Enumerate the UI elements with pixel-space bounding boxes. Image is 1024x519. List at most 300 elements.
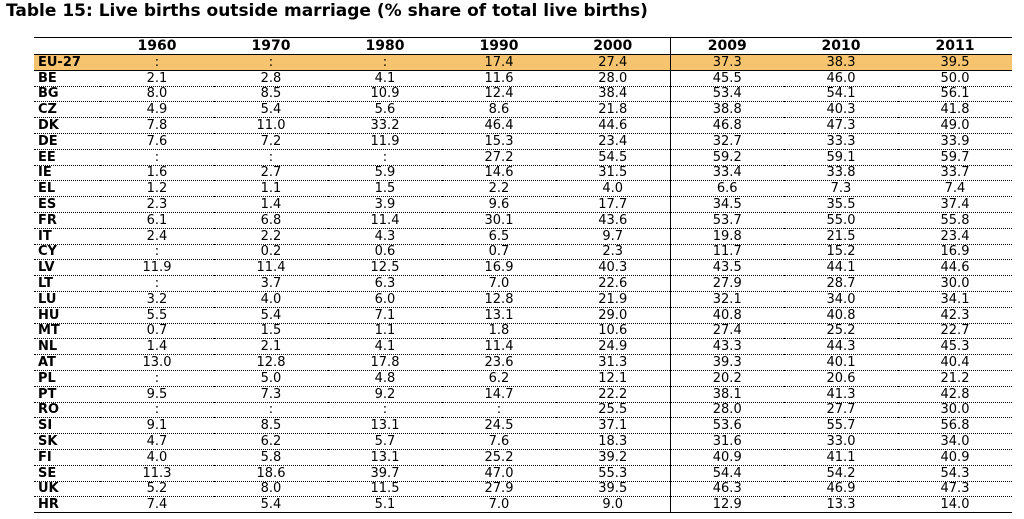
table-cell: : (214, 55, 328, 71)
table-cell: 53.7 (670, 212, 784, 228)
table-cell: 45.5 (670, 70, 784, 86)
table-cell: 9.2 (328, 386, 442, 402)
table-cell: 2.1 (214, 339, 328, 355)
table-cell: 46.0 (784, 70, 898, 86)
table-cell: 6.6 (670, 181, 784, 197)
row-label: LT (34, 276, 100, 292)
row-label: IE (34, 165, 100, 181)
table-cell: 31.6 (670, 434, 784, 450)
table-cell: 41.3 (784, 386, 898, 402)
table-cell: 40.3 (784, 102, 898, 118)
table-cell: 13.1 (442, 307, 556, 323)
row-label: CY (34, 244, 100, 260)
table-cell: 55.0 (784, 212, 898, 228)
table-row (34, 402, 1012, 418)
table-cell: 19.8 (670, 228, 784, 244)
table-cell: 18.3 (556, 434, 670, 450)
table-cell: 54.5 (556, 149, 670, 165)
table-cell: 5.8 (214, 449, 328, 465)
table-cell: 17.8 (328, 355, 442, 371)
table-cell: 31.5 (556, 165, 670, 181)
table-cell: 2.4 (100, 228, 214, 244)
table-cell: 7.3 (784, 181, 898, 197)
table-cell: 30.0 (898, 276, 1012, 292)
row-label: ES (34, 197, 100, 213)
row-label: SI (34, 418, 100, 434)
table-cell: 4.0 (556, 181, 670, 197)
table-cell: 55.7 (784, 418, 898, 434)
table-cell: 53.4 (670, 86, 784, 102)
table-cell: 56.1 (898, 86, 1012, 102)
table-cell: 13.0 (100, 355, 214, 371)
column-header: 1980 (328, 38, 442, 55)
table-cell: 41.1 (784, 449, 898, 465)
row-label: CZ (34, 102, 100, 118)
table-cell: 43.3 (670, 339, 784, 355)
row-label: FR (34, 212, 100, 228)
table-cell: 7.8 (100, 118, 214, 134)
table-cell: 40.8 (784, 307, 898, 323)
row-label: EE (34, 149, 100, 165)
table-cell: 29.0 (556, 307, 670, 323)
table-cell: 6.1 (100, 212, 214, 228)
table-cell: 5.9 (328, 165, 442, 181)
table-row (34, 276, 1012, 292)
table-cell: 39.5 (556, 481, 670, 497)
table-cell: 7.4 (100, 497, 214, 513)
column-header: 1960 (100, 38, 214, 55)
table-cell: 59.1 (784, 149, 898, 165)
table-cell: 54.4 (670, 465, 784, 481)
table-cell: 5.4 (214, 307, 328, 323)
table-cell: : (328, 149, 442, 165)
table-cell: 6.2 (214, 434, 328, 450)
table-cell: 2.2 (442, 181, 556, 197)
row-label: LV (34, 260, 100, 276)
row-label: LU (34, 291, 100, 307)
live-births-table (34, 37, 1012, 513)
table-cell: 27.2 (442, 149, 556, 165)
table-cell: 20.2 (670, 370, 784, 386)
table-cell: 6.0 (328, 291, 442, 307)
table-cell: 28.0 (670, 402, 784, 418)
row-label: EU-27 (34, 55, 100, 71)
table-row (34, 228, 1012, 244)
table-cell: 6.5 (442, 228, 556, 244)
table-cell: : (328, 402, 442, 418)
table-row (34, 212, 1012, 228)
table-cell: 21.5 (784, 228, 898, 244)
table-cell: 11.7 (670, 244, 784, 260)
table-cell: 7.1 (328, 307, 442, 323)
table-cell: 7.6 (442, 434, 556, 450)
row-label: HU (34, 307, 100, 323)
table-row (34, 165, 1012, 181)
table-cell: 46.3 (670, 481, 784, 497)
table-cell: 6.2 (442, 370, 556, 386)
table-row (34, 118, 1012, 134)
table-row (34, 418, 1012, 434)
table-cell: 14.0 (898, 497, 1012, 513)
table-cell: 9.7 (556, 228, 670, 244)
table-cell: 55.8 (898, 212, 1012, 228)
table-row (34, 434, 1012, 450)
table-cell: 14.7 (442, 386, 556, 402)
table-cell: 44.3 (784, 339, 898, 355)
table-cell: 15.3 (442, 133, 556, 149)
table-cell: 1.4 (214, 197, 328, 213)
table-row (34, 260, 1012, 276)
table-cell: 8.5 (214, 86, 328, 102)
row-label: BG (34, 86, 100, 102)
table-cell: 28.0 (556, 70, 670, 86)
table-row (34, 307, 1012, 323)
table-cell: 4.1 (328, 339, 442, 355)
table-cell: : (100, 244, 214, 260)
table-title: Table 15: Live births outside marriage (% share of total live births) (6, 1, 648, 21)
table-row (34, 481, 1012, 497)
table-cell: : (214, 149, 328, 165)
table-cell: 24.5 (442, 418, 556, 434)
table-row-highlight (34, 55, 1012, 71)
table-row (34, 386, 1012, 402)
table-cell: 13.1 (328, 449, 442, 465)
table-cell: 0.7 (100, 323, 214, 339)
table-cell: 32.7 (670, 133, 784, 149)
table-cell: 40.9 (898, 449, 1012, 465)
table-cell: 12.9 (670, 497, 784, 513)
table-cell: 7.4 (898, 181, 1012, 197)
row-label: RO (34, 402, 100, 418)
table-row (34, 244, 1012, 260)
table-cell: 25.2 (442, 449, 556, 465)
table-cell: 38.4 (556, 86, 670, 102)
table-cell: 2.1 (100, 70, 214, 86)
row-label: EL (34, 181, 100, 197)
row-label: SK (34, 434, 100, 450)
row-label: NL (34, 339, 100, 355)
table-cell: 59.7 (898, 149, 1012, 165)
table-cell: 12.4 (442, 86, 556, 102)
table-cell: 23.4 (898, 228, 1012, 244)
row-label: DK (34, 118, 100, 134)
table-cell: 7.3 (214, 386, 328, 402)
table-cell: 17.7 (556, 197, 670, 213)
table-cell: 43.5 (670, 260, 784, 276)
table-cell: 11.5 (328, 481, 442, 497)
table-cell: 9.6 (442, 197, 556, 213)
table-cell: 8.0 (100, 86, 214, 102)
column-header: 2010 (784, 38, 898, 55)
table-cell: 11.4 (328, 212, 442, 228)
table-row (34, 370, 1012, 386)
table-cell: 46.8 (670, 118, 784, 134)
table-cell: 15.2 (784, 244, 898, 260)
table-cell: 25.2 (784, 323, 898, 339)
table-cell: 1.1 (328, 323, 442, 339)
table-cell: 27.4 (556, 55, 670, 71)
table-row (34, 323, 1012, 339)
table-cell: 50.0 (898, 70, 1012, 86)
header-corner (34, 38, 100, 55)
table-cell: 46.9 (784, 481, 898, 497)
column-header: 2009 (670, 38, 784, 55)
table-row (34, 197, 1012, 213)
table-cell: 14.6 (442, 165, 556, 181)
table-cell: 16.9 (442, 260, 556, 276)
table-row (34, 181, 1012, 197)
table-cell: 6.8 (214, 212, 328, 228)
table-cell: 44.1 (784, 260, 898, 276)
table-cell: 27.4 (670, 323, 784, 339)
table-cell: 59.2 (670, 149, 784, 165)
table-cell: 1.4 (100, 339, 214, 355)
table-cell: 33.8 (784, 165, 898, 181)
table-cell: 21.8 (556, 102, 670, 118)
table-cell: 13.1 (328, 418, 442, 434)
table-row (34, 149, 1012, 165)
table-cell: 7.6 (100, 133, 214, 149)
table-cell: 0.7 (442, 244, 556, 260)
table-cell: 47.3 (898, 481, 1012, 497)
table-cell: 4.1 (328, 70, 442, 86)
table-cell: 11.4 (442, 339, 556, 355)
table-cell: 2.8 (214, 70, 328, 86)
table-row (34, 291, 1012, 307)
table-cell: 3.7 (214, 276, 328, 292)
table-cell: 40.1 (784, 355, 898, 371)
table-cell: 3.9 (328, 197, 442, 213)
row-label: BE (34, 70, 100, 86)
table-cell: 25.5 (556, 402, 670, 418)
table-cell: 20.6 (784, 370, 898, 386)
table-cell: 18.6 (214, 465, 328, 481)
table-cell: 7.2 (214, 133, 328, 149)
table-cell: 12.8 (214, 355, 328, 371)
table-cell: 38.1 (670, 386, 784, 402)
table-cell: 38.8 (670, 102, 784, 118)
table-cell: 23.6 (442, 355, 556, 371)
table-cell: 2.2 (214, 228, 328, 244)
table-cell: 39.7 (328, 465, 442, 481)
table-cell: 13.3 (784, 497, 898, 513)
row-label: PL (34, 370, 100, 386)
table-cell: 1.2 (100, 181, 214, 197)
table-cell: 34.1 (898, 291, 1012, 307)
table-cell: 22.7 (898, 323, 1012, 339)
table-cell: 53.6 (670, 418, 784, 434)
table-cell: 54.3 (898, 465, 1012, 481)
row-label: HR (34, 497, 100, 513)
table-row (34, 102, 1012, 118)
table-cell: 0.2 (214, 244, 328, 260)
table-cell: 5.4 (214, 497, 328, 513)
table-cell: 0.6 (328, 244, 442, 260)
table-cell: 11.3 (100, 465, 214, 481)
table-cell: 47.0 (442, 465, 556, 481)
table-cell: 5.0 (214, 370, 328, 386)
table-cell: 45.3 (898, 339, 1012, 355)
table-cell: : (442, 402, 556, 418)
row-label: MT (34, 323, 100, 339)
table-cell: 54.1 (784, 86, 898, 102)
row-label: UK (34, 481, 100, 497)
table-cell: 22.2 (556, 386, 670, 402)
table-cell: 6.3 (328, 276, 442, 292)
table-cell: 38.3 (784, 55, 898, 71)
row-label: AT (34, 355, 100, 371)
table-cell: 49.0 (898, 118, 1012, 134)
table-cell: 23.4 (556, 133, 670, 149)
table-cell: 34.5 (670, 197, 784, 213)
table-cell: : (100, 55, 214, 71)
table-cell: 43.6 (556, 212, 670, 228)
table-cell: 12.8 (442, 291, 556, 307)
table-row (34, 449, 1012, 465)
table-cell: 11.9 (100, 260, 214, 276)
table-cell: 5.4 (214, 102, 328, 118)
column-header: 1970 (214, 38, 328, 55)
table-row (34, 70, 1012, 86)
row-label: DE (34, 133, 100, 149)
table-cell: 37.3 (670, 55, 784, 71)
table-row (34, 465, 1012, 481)
table-cell: 1.5 (328, 181, 442, 197)
table-cell: 34.0 (784, 291, 898, 307)
table-cell: 55.3 (556, 465, 670, 481)
table-cell: 1.6 (100, 165, 214, 181)
table-cell: 8.5 (214, 418, 328, 434)
table-cell: 4.0 (100, 449, 214, 465)
table-cell: 40.4 (898, 355, 1012, 371)
table-cell: 9.5 (100, 386, 214, 402)
table-cell: 17.4 (442, 55, 556, 71)
column-header: 1990 (442, 38, 556, 55)
table-cell: 41.8 (898, 102, 1012, 118)
table-cell: 4.9 (100, 102, 214, 118)
table-cell: 8.6 (442, 102, 556, 118)
table-cell: 37.1 (556, 418, 670, 434)
table-cell: 2.3 (100, 197, 214, 213)
table-cell: 9.0 (556, 497, 670, 513)
table-cell: 39.3 (670, 355, 784, 371)
table-cell: 54.2 (784, 465, 898, 481)
table-cell: : (100, 149, 214, 165)
table-cell: 12.1 (556, 370, 670, 386)
table-cell: 31.3 (556, 355, 670, 371)
table-cell: 44.6 (898, 260, 1012, 276)
table-cell: 27.9 (670, 276, 784, 292)
table-cell: 7.0 (442, 497, 556, 513)
table-cell: 4.0 (214, 291, 328, 307)
table-cell: 7.0 (442, 276, 556, 292)
table-cell: 30.1 (442, 212, 556, 228)
table-cell: 33.3 (784, 133, 898, 149)
table-cell: 34.0 (898, 434, 1012, 450)
table-cell: : (100, 370, 214, 386)
table-cell: 22.6 (556, 276, 670, 292)
table-cell: 28.7 (784, 276, 898, 292)
table-cell: 47.3 (784, 118, 898, 134)
table-cell: 33.2 (328, 118, 442, 134)
table-cell: 30.0 (898, 402, 1012, 418)
table-cell: : (214, 402, 328, 418)
table-cell: 11.9 (328, 133, 442, 149)
column-header: 2011 (898, 38, 1012, 55)
table-cell: 40.8 (670, 307, 784, 323)
table-cell: 37.4 (898, 197, 1012, 213)
table-cell: : (100, 276, 214, 292)
table-cell: 32.1 (670, 291, 784, 307)
table-cell: 9.1 (100, 418, 214, 434)
table-cell: 40.3 (556, 260, 670, 276)
row-label: PT (34, 386, 100, 402)
column-header: 2000 (556, 38, 670, 55)
table-cell: 11.0 (214, 118, 328, 134)
table-cell: 4.3 (328, 228, 442, 244)
table-cell: 35.5 (784, 197, 898, 213)
table-cell: 1.8 (442, 323, 556, 339)
table-cell: 27.7 (784, 402, 898, 418)
table-cell: : (328, 55, 442, 71)
table-cell: 24.9 (556, 339, 670, 355)
table-row (34, 339, 1012, 355)
table-cell: 2.7 (214, 165, 328, 181)
table-cell: 12.5 (328, 260, 442, 276)
table-row (34, 133, 1012, 149)
table-cell: 33.9 (898, 133, 1012, 149)
row-label: FI (34, 449, 100, 465)
table-cell: 1.1 (214, 181, 328, 197)
table-cell: 40.9 (670, 449, 784, 465)
table-cell: 11.4 (214, 260, 328, 276)
table-cell: 5.7 (328, 434, 442, 450)
table-cell: 39.2 (556, 449, 670, 465)
header-row (34, 38, 1012, 55)
table-cell: 2.3 (556, 244, 670, 260)
table-cell: 42.3 (898, 307, 1012, 323)
table-cell: 8.0 (214, 481, 328, 497)
table-cell: 16.9 (898, 244, 1012, 260)
table-cell: 5.1 (328, 497, 442, 513)
table-cell: 33.7 (898, 165, 1012, 181)
table-cell: 33.4 (670, 165, 784, 181)
table-cell: 56.8 (898, 418, 1012, 434)
table-cell: 1.5 (214, 323, 328, 339)
table-cell: 46.4 (442, 118, 556, 134)
table-cell: 44.6 (556, 118, 670, 134)
table-row (34, 355, 1012, 371)
table-row (34, 86, 1012, 102)
table-cell: 33.0 (784, 434, 898, 450)
table-cell: 42.8 (898, 386, 1012, 402)
table-cell: 10.6 (556, 323, 670, 339)
table-cell: : (100, 402, 214, 418)
row-label: IT (34, 228, 100, 244)
table-cell: 4.8 (328, 370, 442, 386)
table-cell: 4.7 (100, 434, 214, 450)
table-cell: 27.9 (442, 481, 556, 497)
table-cell: 11.6 (442, 70, 556, 86)
table-cell: 10.9 (328, 86, 442, 102)
table-cell: 5.2 (100, 481, 214, 497)
table-cell: 39.5 (898, 55, 1012, 71)
row-label: SE (34, 465, 100, 481)
table-cell: 3.2 (100, 291, 214, 307)
table-cell: 5.6 (328, 102, 442, 118)
table-row (34, 497, 1012, 513)
table-cell: 21.9 (556, 291, 670, 307)
